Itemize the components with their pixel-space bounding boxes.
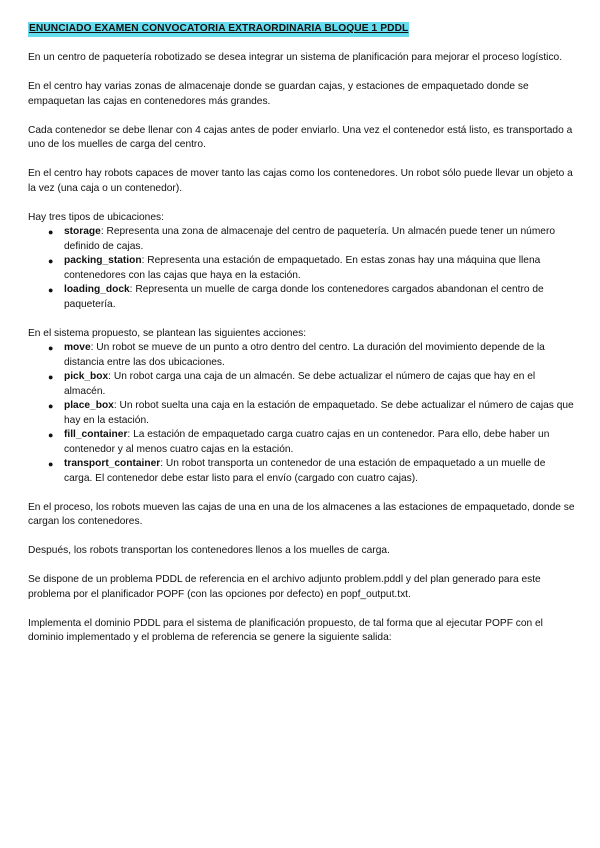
list-item bbox=[28, 225, 576, 254]
action-term: move bbox=[64, 342, 91, 353]
bullet-icon: ● bbox=[48, 285, 54, 295]
bullet-icon: ● bbox=[48, 372, 54, 382]
list-item bbox=[28, 457, 576, 486]
document-page bbox=[28, 22, 576, 646]
paragraph-reference-problem: Se dispone de un problema PDDL de referencia en el archivo adjunto problem.pddl y del plan generado para este problema por el planificador POPF (con las opciones por defecto) en popf_output.txt. bbox=[28, 574, 541, 600]
location-term: packing_station bbox=[64, 255, 142, 266]
action-desc: : Un robot suelta una caja en la estación de empaquetado. Se debe actualizar el número de cajas que hay en la estación. bbox=[64, 400, 574, 426]
paragraph-process: En el proceso, los robots mueven las cajas de una en una de los almacenes a las estaciones de empaquetado, donde se cargan los contenedores. bbox=[28, 501, 575, 527]
list-item bbox=[28, 341, 576, 370]
action-desc: : Un robot se mueve de un punto a otro dentro del centro. La duración del movimiento depende de la distancia entre las dos ubicaciones. bbox=[64, 342, 545, 368]
document-title: ENUNCIADO EXAMEN CONVOCATORIA EXTRAORDINARIA BLOQUE 1 PDDL bbox=[28, 22, 409, 37]
bullet-icon: ● bbox=[48, 227, 54, 237]
location-desc: : Representa un muelle de carga donde los contenedores cargados abandonan el centro de paquetería. bbox=[64, 284, 544, 310]
bullet-icon: ● bbox=[48, 401, 54, 411]
location-desc: : Representa una zona de almacenaje del centro de paquetería. Un almacén puede tener un número definido de cajas. bbox=[64, 226, 556, 252]
list-item bbox=[28, 399, 576, 428]
paragraph-task: Implementa el dominio PDDL para el sistema de planificación propuesto, de tal forma que al ejecutar POPF con el dominio implementado y el problema de referencia se genere la siguiente salida: bbox=[28, 617, 543, 643]
paragraph-robots: En el centro hay robots capaces de mover tanto las cajas como los contenedores. Un robot sólo puede llevar un objeto a la vez (una caja o un contenedor). bbox=[28, 168, 573, 194]
actions-list bbox=[28, 341, 576, 486]
paragraph-zones: En el centro hay varias zonas de almacenaje donde se guardan cajas, y estaciones de empaquetado donde se empaquetan las cajas en contenedores más grandes. bbox=[28, 81, 529, 107]
paragraph-intro: En un centro de paquetería robotizado se desea integrar un sistema de planificación para mejorar el proceso logístico. bbox=[28, 52, 563, 63]
action-term: place_box bbox=[64, 400, 114, 411]
location-term: loading_dock bbox=[64, 284, 130, 295]
paragraph-transport: Después, los robots transportan los contenedores llenos a los muelles de carga. bbox=[28, 545, 390, 556]
locations-list bbox=[28, 225, 576, 312]
location-term: storage bbox=[64, 226, 101, 237]
list-item bbox=[28, 283, 576, 312]
action-desc: : La estación de empaquetado carga cuatro cajas en un contenedor. Para ello, debe haber un contenedor y al menos cuatro cajas en la estación. bbox=[64, 429, 550, 455]
location-desc: : Representa una estación de empaquetado. En estas zonas hay una máquina que llena contenedores con las cajas que haya en la estación. bbox=[64, 255, 541, 281]
bullet-icon: ● bbox=[48, 430, 54, 440]
action-term: fill_container bbox=[64, 429, 128, 440]
bullet-icon: ● bbox=[48, 343, 54, 353]
bullet-icon: ● bbox=[48, 256, 54, 266]
action-term: pick_box bbox=[64, 371, 109, 382]
paragraph-location-types: Hay tres tipos de ubicaciones: bbox=[28, 211, 164, 223]
list-item bbox=[28, 254, 576, 283]
action-desc: : Un robot transporta un contenedor de una estación de empaquetado a un muelle de carga. El contenedor debe estar listo para el envío (cargado con cuatro cajas). bbox=[64, 458, 546, 484]
bullet-icon: ● bbox=[48, 459, 54, 469]
paragraph-container: Cada contenedor se debe llenar con 4 cajas antes de poder enviarlo. Una vez el contenedor está listo, es transportado a uno de los muelles de carga del centro. bbox=[28, 124, 573, 150]
list-item bbox=[28, 428, 576, 457]
action-desc: : Un robot carga una caja de un almacén. Se debe actualizar el número de cajas que hay en el almacén. bbox=[64, 371, 536, 397]
action-term: transport_container bbox=[64, 458, 161, 469]
list-item bbox=[28, 370, 576, 399]
paragraph-actions: En el sistema propuesto, se plantean las siguientes acciones: bbox=[28, 327, 307, 339]
